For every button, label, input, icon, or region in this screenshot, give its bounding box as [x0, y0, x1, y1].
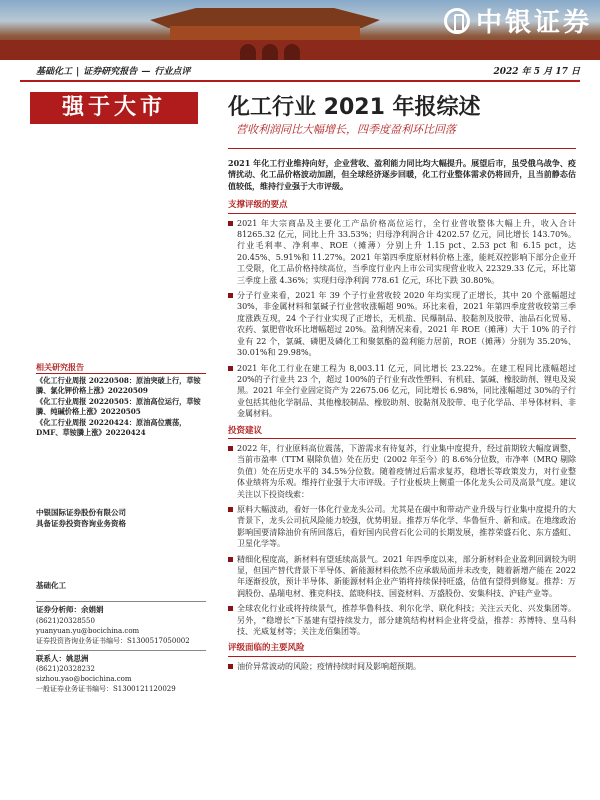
- palace-wall-decoration: [0, 40, 600, 60]
- summary-paragraph: 2021 年化工行业维持向好，企业营收、盈利能力同比均大幅提升。展望后市，虽受俄乌战争、疫情扰动、化工品价格波动加剧，但全球经济逐步回暖，化工行业整体需求仍将回升，且当前静态估值较低，维持行业强于大市评级。: [228, 158, 576, 191]
- palace-eave-decoration: [170, 26, 360, 40]
- meta-sector: 基础化工: [36, 67, 73, 77]
- contact-divider: [36, 601, 206, 602]
- related-report-link[interactable]: 《化工行业周报 20220508：原油突破上行，草铵膦、氯化钾价格上涨》20220509: [36, 375, 201, 395]
- meta-type: 证券研究报告: [83, 67, 138, 77]
- meta-sep: |: [76, 67, 80, 77]
- list-item: 分子行业来看，2021 年 39 个子行业营收较 2020 年均实现了正增长，其中 20 个涨幅超过 30%，非金属材料和氯碱子行业营收涨幅超 90%。环比来看，2021 年第四季度营收较第三季度涨跌互现，24 个子行业实现了正增长，无机盐、民爆制品、胶黏剂及胶带、油品石化贸易、农药、氯肥营收环比增幅超过 20%。盈利情况来看，2021 年 ROE（摊薄）大于 10% 的子行业有 22 个，氯碱、磷肥及磷化工和聚氨酯的盈利能力居前，ROE（摊薄）分别为 35.20%、30.01%和 29.98%。: [228, 290, 576, 358]
- brand-logo: [444, 2, 592, 39]
- bullet-icon: [228, 221, 233, 226]
- list-item: 2022 年，行业原料高位震荡，下游需求有待复苏，行业集中度提升，经过前期较大幅度调整，当前市盈率（TTM 剔除负值）处在历史（2002 年至今）的 8.6%分位数，市净率（MRQ 剔除负值）处在历史水平的 34.5%分位数。随着疫情过后需求复苏，稳增长等政策发力，对行业整体业绩将为乐观。维持行业强于大市评级。子行业板块上侧重一体化龙头公司及高景气度。建议关注以下投资线索：: [228, 443, 576, 500]
- list-item: 油价异常波动的风险；疫情持续时间及影响超预期。: [228, 661, 576, 672]
- palace-roof-decoration: [150, 8, 380, 28]
- contact-email[interactable]: sizhou.yao@bocichina.com: [36, 675, 132, 683]
- meta-subtype: 行业点评: [154, 67, 191, 77]
- main-content: [228, 158, 576, 676]
- header-divider: [20, 80, 580, 82]
- bullet-icon: [228, 446, 233, 451]
- bank-logo-icon: [444, 8, 470, 34]
- company-name: 中银国际证券股份有限公司: [36, 507, 126, 517]
- rating-badge: 强于大市: [30, 92, 198, 124]
- related-report-link[interactable]: 《化工行业周报 20220424：原油高位震荡，DMF、草铵膦上涨》20220424: [36, 417, 187, 437]
- gate-decoration: [262, 44, 278, 60]
- report-title: 化工行业 2021 年报综述: [228, 95, 481, 120]
- bullet-icon: [228, 606, 233, 611]
- sidebar: [36, 362, 206, 694]
- bullet-icon: [228, 293, 233, 298]
- list-item: 精细化程度高，新材料有望延续高景气。2021 年四季度以来，部分新材料企业盈利回调较为明显，但国产替代背景下半导体、新能源材料依然不应承载局面并未改变，随着新增产能在 2022 年逐渐投放，预计半导体、新能源材料企业产销将持续保持旺盛，估值有望得到修复。推荐：万润股份、晶瑞电材、雅克科技、蓝晓科技、国瓷材料、万盛股份、安集科技、沪硅产业等。: [228, 554, 576, 600]
- report-subtitle: 营收利润同比大幅增长，四季度盈利环比回落: [236, 123, 456, 136]
- analyst-phone: (8621)20328550: [36, 616, 95, 625]
- list-item: 2021 年化工行业在建工程为 8,003.11 亿元，同比增长 23.22%。在建工程同比涨幅超过 20%的子行业共 23 个，超过 100%的子行业有改性塑料、有机硅、氯碱、橡胶助剂、锂电及炭黑。2021 年全行业固定资产为 22675.06 亿元，同比增长 6.98%，同比涨幅超过 30%的子行业包括其他化学制品、其他橡胶制品、橡胶助剂、胶黏剂及胶带、电子化学品、半导体材料、非金属材料。: [228, 363, 576, 420]
- company-qualification: 具备证券投资咨询业务资格: [36, 518, 126, 528]
- analyst-email[interactable]: yuanyuan.yu@bocichina.com: [36, 626, 140, 635]
- header-banner: [0, 0, 600, 60]
- contact-cert: 一般证券业务证书编号：S1300121120029: [36, 685, 176, 693]
- gate-decoration: [284, 44, 300, 60]
- title-divider: [228, 148, 576, 149]
- company-info: [36, 507, 206, 529]
- section-heading-advice: 投资建议: [228, 426, 576, 439]
- section-heading-points: 支撑评级的要点: [228, 200, 576, 213]
- section-heading-risks: 评级面临的主要风险: [228, 643, 576, 656]
- bullet-icon: [228, 366, 233, 371]
- contact-name: 联系人：姚思洲: [36, 653, 89, 663]
- list-item: 原料大幅波动，看好一体化行业龙头公司。尤其是在碳中和带动产业升级与行业集中度提升的大背景下，龙头公司抗风险能力较强，优势明显。推荐万华化学、华鲁恒升、新和成。在地缘政治影响国要清除油价有所回落后，看好国内民营石化公司的长期发展，推荐荣盛石化、东方盛虹、卫星化学等。: [228, 504, 576, 550]
- list-item: 2021 年大宗商品及主要化工产品价格高位运行，全行业营收整体大幅上升，收入合计 81265.32 亿元，同比上升 33.53%；归母净利润合计 4202.57 亿元，同比增长 143.70%。行业毛利率、净利率、ROE（摊薄）分别上升 1.15 pct、2.53 pct 和 6.15 pct，达 20.45%、5.91%和 11.27%。2021 年第四季度原材料价格上涨，能耗双控影响下部分企业开工受限，化工品价格持续高位，当季度行业内上市公司实现营业收入 22329.33 亿元，环比第三季度上涨 4.36%；实现归母净利润 778.61 亿元，环比下跌 30.80%。: [228, 218, 576, 286]
- contact-divider: [36, 650, 206, 651]
- meta-dash: —: [141, 67, 151, 77]
- report-meta: [36, 64, 194, 77]
- analyst-contacts: [36, 581, 206, 695]
- contact-phone: (8621)20328232: [36, 665, 95, 673]
- analyst-cert: 证券投资咨询业务证书编号：S1300517050002: [36, 636, 190, 645]
- brand-name: 中银证券: [475, 8, 592, 38]
- analyst-name: 证券分析师：余娟娟: [36, 605, 104, 614]
- related-reports-heading: 相关研究报告: [36, 362, 206, 374]
- gate-decoration: [240, 44, 256, 60]
- bullet-icon: [228, 507, 233, 512]
- list-item: 全球农化行业或将持续景气，推荐华鲁科技、利尔化学、联化科技；关注云天化、兴发集团等。另外，“稳增长”下基建有望持续发力，部分建筑结构材料企业将受益，推荐：苏博特、皇马科技、光威复材等；关注龙佰集团等。: [228, 603, 576, 637]
- bullet-icon: [228, 557, 233, 562]
- sector-label: 基础化工: [36, 580, 66, 590]
- report-date: 2022 年 5 月 17 日: [493, 67, 580, 77]
- related-report-link[interactable]: 《化工行业周报 20220505：原油高位运行，草铵膦、纯碱价格上涨》20220505: [36, 396, 201, 416]
- bullet-icon: [228, 664, 233, 669]
